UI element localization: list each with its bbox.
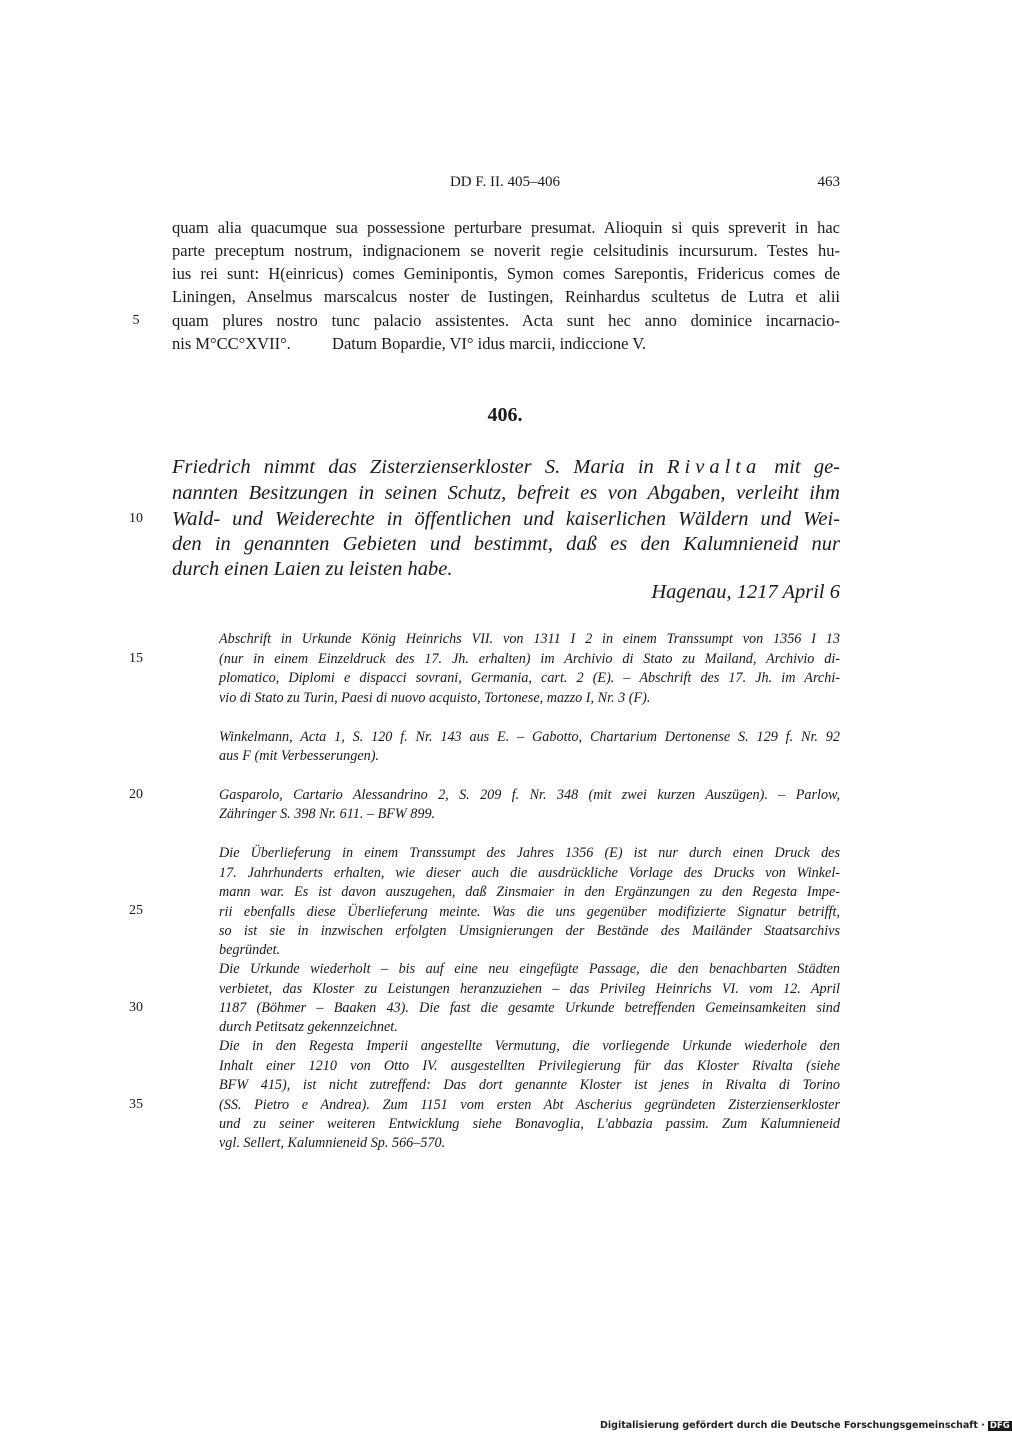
note-line: Inhalt einer 1210 von Otto IV. ausgestellten Privilegierung für das Kloster Rivalta (siehe [219, 1058, 840, 1074]
text-line: Liningen, Anselmus marscalcus noster de Iustingen, Reinhardus scultetus de Lutra et alii [172, 287, 840, 306]
note-line: aus F (mit Verbesserungen). [219, 748, 379, 764]
note-line: (nur in einem Einzeldruck des 17. Jh. erhalten) im Archivio di Stato zu Mailand, Archivio di- [219, 651, 840, 667]
line-number: 15 [129, 651, 143, 666]
text-line: ius rei sunt: H(einricus) comes Geminipontis, Symon comes Sarepontis, Fridericus comes de [172, 264, 840, 283]
note-line: (SS. Pietro e Andrea). Zum 1151 vom ersten Abt Ascherius gegründeten Zisterzienserkloster [219, 1097, 840, 1113]
note-line: begründet. [219, 942, 281, 958]
regest-line: durch einen Laien zu leisten habe. [172, 558, 453, 580]
note-line: Gasparolo, Cartario Alessandrino 2, S. 209 f. Nr. 348 (mit zwei kurzen Auszügen). – Parlow, [219, 787, 840, 803]
footer-text: Digitalisierung gefördert durch die Deutsche Forschungsgemeinschaft · [600, 1420, 985, 1431]
note-line: Die in den Regesta Imperii angestellte Vermutung, die vorliegende Urkunde wiederhole den [219, 1038, 840, 1054]
place-date: Hagenau, 1217 April 6 [651, 581, 840, 603]
line-number: 20 [129, 787, 143, 802]
line-number: 5 [132, 313, 140, 328]
note-line: vgl. Sellert, Kalumnieneid Sp. 566–570. [219, 1135, 446, 1151]
page-number: 463 [817, 174, 840, 190]
note-line: und zu seiner weiteren Entwicklung siehe Bonavoglia, L'abbazia passim. Zum Kalumnieneid [219, 1116, 840, 1132]
note-line: Die Überlieferung in einem Transsumpt des Jahres 1356 (E) ist nur durch einen Druck des [219, 845, 840, 861]
note-line: vio di Stato zu Turin, Paesi di nuovo acquisto, Tortonese, mazzo I, Nr. 3 (F). [219, 690, 651, 706]
note-line: Die Urkunde wiederholt – bis auf eine neu eingefügte Passage, die den benachbarten Städten [219, 961, 840, 977]
document-number: 406. [487, 404, 523, 426]
note-line: durch Petitsatz gekennzeichnet. [219, 1019, 398, 1035]
place-name-rivalta: Rivalta [667, 456, 762, 478]
regest-line: nannten Besitzungen in seinen Schutz, befreit es von Abgaben, verleiht ihm [172, 482, 840, 504]
note-line: Winkelmann, Acta 1, S. 120 f. Nr. 143 aus E. – Gabotto, Chartarium Dertonense S. 129 f. Nr. 92 [219, 729, 840, 745]
regest-line: Wald- und Weiderechte in öffentlichen und kaiserlichen Wäldern und Wei- [172, 508, 840, 530]
running-header-title: DD F. II. 405–406 [449, 174, 561, 190]
line-number: 10 [129, 511, 143, 526]
note-line: verbietet, das Kloster zu Leistungen heranzuziehen – das Privileg Heinrichs VI. vom 12. April [219, 981, 840, 997]
regest-text: mit ge- [761, 456, 840, 478]
text-line: nis M°CC°XVII°. Datum Bopardie, VI° idus marcii, indiccione V. [172, 334, 647, 353]
text-line: parte preceptum nostrum, indignacionem se noverit regie celsitudinis incursurum. Testes hu- [172, 241, 840, 260]
text-line: quam plures nostro tunc palacio assistentes. Acta sunt hec anno dominice incarnacio- [172, 311, 840, 330]
note-line: mann war. Es ist davon auszugehen, daß Zinsmaier in den Ergänzungen zu den Regesta Impe- [219, 884, 840, 900]
note-line: 1187 (Böhmer – Baaken 43). Die fast die gesamte Urkunde betreffenden Gemeinsamkeiten sind [219, 1000, 840, 1016]
text-line: quam alia quacumque sua possessione perturbare presumat. Alioquin si quis spreverit in hac [172, 218, 840, 237]
line-number: 25 [129, 903, 143, 918]
regest-line: den in genannten Gebieten und bestimmt, daß es den Kalumnieneid nur [172, 533, 840, 555]
note-line: Abschrift in Urkunde König Heinrichs VII. von 1311 I 2 in einem Transsumpt von 1356 I 13 [219, 631, 840, 647]
line-number: 30 [129, 1000, 143, 1015]
note-line: 17. Jahrhunderts erhalten, wie dieser auch die ausdrückliche Vorlage des Drucks von Winkel- [219, 865, 840, 881]
line-number: 35 [129, 1097, 143, 1112]
note-line: so ist sie in inzwischen erfolgten Umsignierungen der Bestände des Mailänder Staatsarchivs [219, 923, 840, 939]
dfg-logo: DFG [989, 1421, 1010, 1431]
funding-footer [600, 1420, 1010, 1431]
note-line: Zähringer S. 398 Nr. 611. – BFW 899. [219, 806, 436, 822]
note-line: BFW 415), ist nicht zutreffend: Das dort genannte Kloster ist jenes in Rivalta di Torino [219, 1077, 840, 1093]
regest-line [172, 455, 840, 480]
note-line: plomatico, Diplomi e dispacci sovrani, Germania, cart. 2 (E). – Abschrift des 17. Jh. im Archi- [219, 670, 840, 686]
regest-text: Friedrich nimmt das Zisterzienserkloster S. Maria in [172, 456, 667, 478]
note-line: rii ebenfalls diese Überlieferung meinte. Was die uns gegenüber modifizierte Signatur betrifft, [219, 904, 840, 920]
